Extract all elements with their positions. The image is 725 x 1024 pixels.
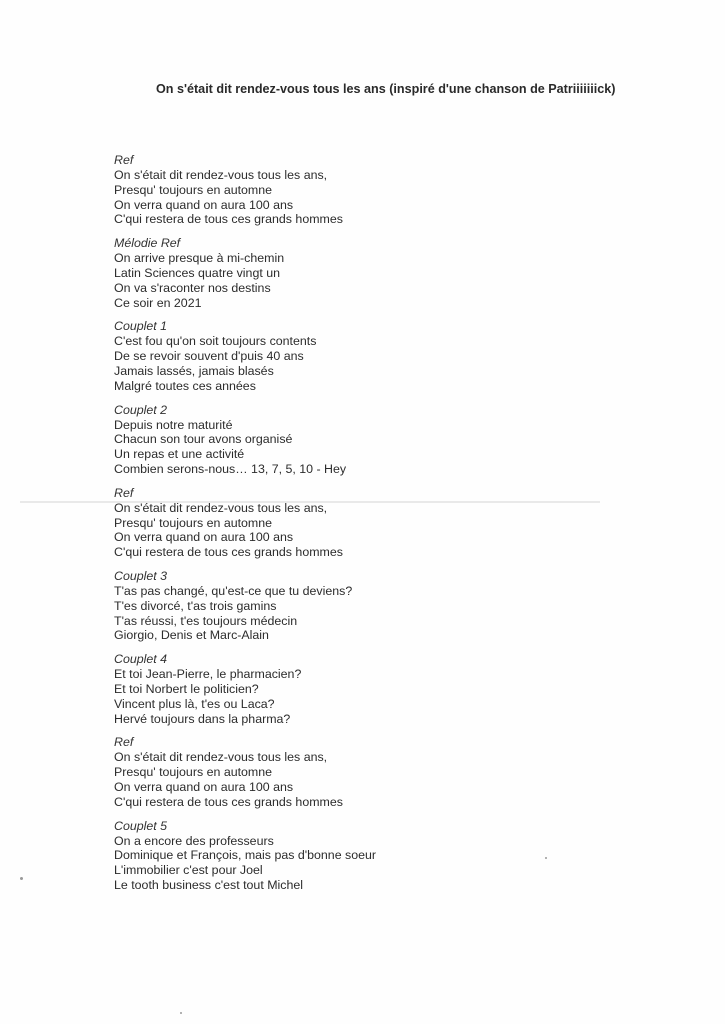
section-couplet-5: [114, 819, 614, 893]
lyric-line: Un repas et une activité: [114, 447, 245, 462]
lyric-line: T'es divorcé, t'as trois gamins: [114, 598, 277, 613]
section-melodie-ref: [114, 236, 614, 310]
section-label: Mélodie Ref: [114, 236, 181, 251]
lyric-line: Vincent plus là, t'es ou Laca?: [114, 696, 275, 711]
lyric-line: C'qui restera de tous ces grands hommes: [114, 794, 343, 809]
lyric-line: Combien serons-nous… 13, 7, 5, 10 - Hey: [114, 461, 347, 476]
section-label: Couplet 2: [114, 402, 168, 417]
lyric-line: On s'était dit rendez-vous tous les ans,: [114, 500, 328, 515]
lyric-line: Depuis notre maturité: [114, 417, 233, 432]
lyric-line: Presqu' toujours en automne: [114, 765, 273, 780]
section-ref-3: [114, 735, 614, 809]
lyric-line: Et toi Jean-Pierre, le pharmacien?: [114, 667, 302, 682]
section-couplet-2: [114, 403, 614, 477]
lyric-line: Hervé toujours dans la pharma?: [114, 711, 291, 726]
lyric-line: Ce soir en 2021: [114, 295, 202, 310]
lyric-line: Dominique et François, mais pas d'bonne soeur: [114, 848, 377, 863]
lyric-line: C'qui restera de tous ces grands hommes: [114, 545, 343, 560]
lyric-line: On va s'raconter nos destins: [114, 280, 271, 295]
lyric-line: L'immobilier c'est pour Joel: [114, 863, 263, 878]
section-label: Ref: [114, 153, 134, 167]
lyric-line: On s'était dit rendez-vous tous les ans,: [114, 750, 328, 765]
lyric-line: C'est fou qu'on soit toujours contents: [114, 334, 317, 349]
section-label: Couplet 5: [114, 818, 168, 833]
lyric-line: T'as réussi, t'es toujours médecin: [114, 613, 298, 628]
lyric-line: Le tooth business c'est tout Michel: [114, 877, 304, 892]
lyric-line: T'as pas changé, qu'est-ce que tu deviens?: [114, 583, 353, 598]
section-couplet-3: [114, 569, 614, 643]
lyric-line: Latin Sciences quatre vingt un: [114, 265, 281, 280]
section-couplet-1: [114, 319, 614, 393]
scan-speck: [20, 877, 23, 880]
lyric-line: Malgré toutes ces années: [114, 378, 256, 393]
lyrics-body: [114, 153, 614, 902]
lyric-line: On verra quand on aura 100 ans: [114, 530, 294, 545]
section-label: Couplet 3: [114, 568, 168, 583]
lyric-line: De se revoir souvent d'puis 40 ans: [114, 349, 304, 364]
section-ref-1: [114, 153, 614, 227]
lyric-line: Giorgio, Denis et Marc-Alain: [114, 628, 269, 643]
section-ref-2: [114, 486, 614, 560]
lyric-line: On verra quand on aura 100 ans: [114, 779, 294, 794]
scan-speck: [180, 1012, 182, 1014]
lyric-line: C'qui restera de tous ces grands hommes: [114, 212, 343, 227]
lyric-line: Presqu' toujours en automne: [114, 182, 273, 197]
section-couplet-4: [114, 652, 614, 726]
section-label: Ref: [114, 485, 134, 500]
lyric-line: On s'était dit rendez-vous tous les ans,: [114, 168, 328, 182]
lyric-line: On arrive presque à mi-chemin: [114, 251, 285, 266]
page-title: On s'était dit rendez-vous tous les ans (inspiré d'une chanson de Patriiiiiiick): [156, 82, 616, 96]
section-label: Couplet 1: [114, 319, 168, 334]
lyric-line: Presqu' toujours en automne: [114, 515, 273, 530]
lyric-line: Jamais lassés, jamais blasés: [114, 363, 274, 378]
section-label: Ref: [114, 735, 134, 750]
lyric-line: On verra quand on aura 100 ans: [114, 197, 294, 212]
section-label: Couplet 4: [114, 652, 168, 667]
lyric-line: Chacun son tour avons organisé: [114, 432, 293, 447]
lyric-line: On a encore des professeurs: [114, 833, 274, 848]
lyric-line: Et toi Norbert le politicien?: [114, 681, 259, 696]
